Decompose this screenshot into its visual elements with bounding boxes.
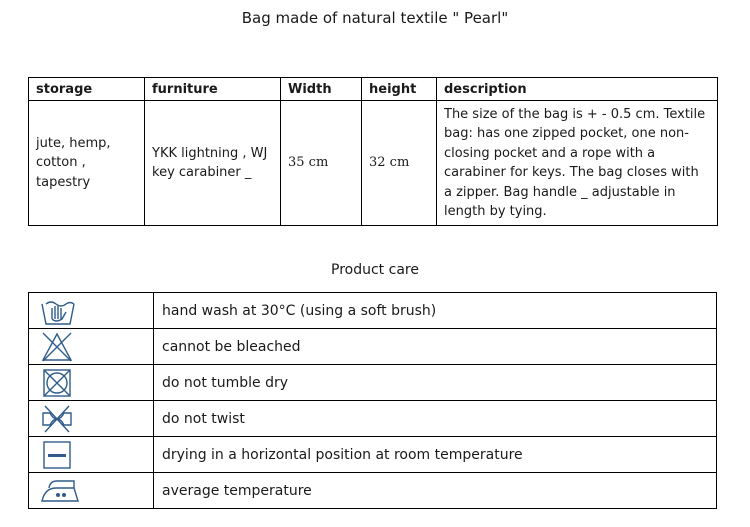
- hand-wash-icon: [40, 295, 76, 327]
- header-height: height: [362, 78, 437, 101]
- header-storage: storage: [29, 78, 145, 101]
- dry-flat-icon: [40, 439, 74, 471]
- product-care-heading: Product care: [331, 262, 419, 278]
- care-text-iron: average temperature: [154, 473, 717, 509]
- cell-furniture: YKK lightning , WJ key carabiner _: [145, 101, 281, 226]
- care-row: [29, 401, 717, 437]
- care-row: [29, 473, 717, 509]
- spec-row: [29, 101, 718, 226]
- care-row: [29, 365, 717, 401]
- cell-storage: jute, hemp, cotton , tapestry: [29, 101, 145, 226]
- cell-description: The size of the bag is + - 0.5 cm. Textile bag: has one zipped pocket, one non-closing pocket and a rope with a carabiner for keys. The bag closes with a zipper. Bag handle _ adjustable in length by tying.: [437, 101, 718, 226]
- header-description: description: [437, 78, 718, 101]
- do-not-wring-icon: [40, 403, 74, 435]
- header-width: Width: [281, 78, 362, 101]
- do-not-bleach-icon: [40, 331, 74, 363]
- care-text-tumble-dry: do not tumble dry: [154, 365, 717, 401]
- spec-table: [28, 77, 718, 226]
- header-furniture: furniture: [145, 78, 281, 101]
- care-row: [29, 329, 717, 365]
- page-title: Bag made of natural textile " Pearl": [241, 9, 509, 27]
- care-row: [29, 293, 717, 329]
- iron-medium-icon: [40, 477, 80, 505]
- spec-header-row: [29, 78, 718, 101]
- care-row: [29, 437, 717, 473]
- care-text-dry-flat: drying in a horizontal position at room temperature: [154, 437, 717, 473]
- do-not-tumble-dry-icon: [40, 367, 74, 399]
- care-text-hand-wash: hand wash at 30°C (using a soft brush): [154, 293, 717, 329]
- cell-width: 35 cm: [281, 101, 362, 226]
- cell-height: 32 cm: [362, 101, 437, 226]
- care-table: [28, 292, 717, 509]
- care-text-bleach: cannot be bleached: [154, 329, 717, 365]
- care-text-wring: do not twist: [154, 401, 717, 437]
